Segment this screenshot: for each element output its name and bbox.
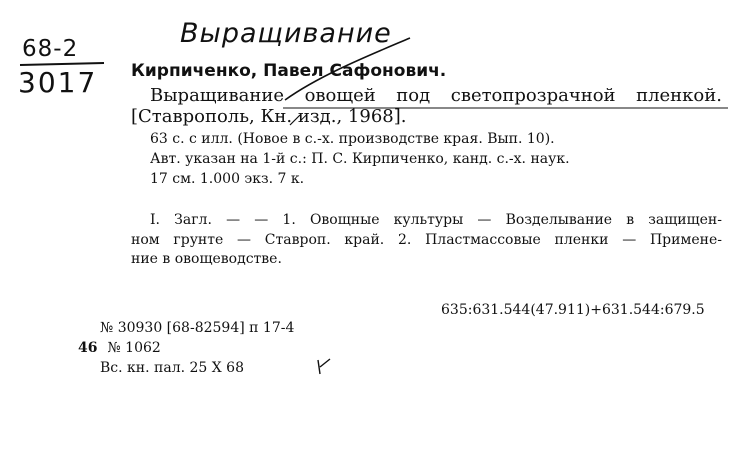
title-word: светопрозрачной <box>450 85 616 106</box>
imprint-line: [Ставрополь, Кн. изд., 1968]. <box>131 106 407 127</box>
author-note-line: Авт. указан на 1-й с.: П. С. Кирпиченко, канд. с.-х. наук. <box>150 151 570 167</box>
tracings-text: ном грунте — Ставроп. край. 2. Пластмассовые пленки — Примене- <box>131 232 722 248</box>
handwritten-number-bottom: 3017 <box>18 66 98 99</box>
title-word: овощей <box>304 85 376 106</box>
collation-line: 63 с. с илл. (Новое в с.-х. производстве края. Вып. 10). <box>150 131 555 147</box>
number-divider-stroke <box>20 63 104 65</box>
footer-line-3: Вс. кн. пал. 25 X 68 <box>100 360 244 376</box>
title-word: пленкой. <box>636 85 722 106</box>
classification-index: 635:631.544(47.911)+631.544:679.5 <box>441 302 705 318</box>
footer-line-2 <box>78 341 161 355</box>
footer-number: 46 <box>78 340 98 356</box>
title-word: под <box>396 85 431 106</box>
handwritten-number-top: 68-2 <box>22 36 79 62</box>
tracings-line-3: ние в овощеводстве. <box>131 251 282 267</box>
footer-mark <box>318 359 330 374</box>
author-heading: Кирпиченко, Павел Сафонович. <box>131 61 447 81</box>
tracings-line-1 <box>150 213 722 227</box>
size-price-line: 17 см. 1.000 экз. 7 к. <box>150 171 305 187</box>
footer-registry: № 1062 <box>107 340 161 356</box>
tracings-text: I. Загл. — — 1. Овощные культуры — Возделывание в защищен- <box>150 212 722 228</box>
title-line-1 <box>150 87 722 105</box>
footer-line-1: № 30930 [68-82594] п 17-4 <box>100 320 295 336</box>
handwritten-title: Выращивание <box>180 18 392 49</box>
title-word: Выращивание <box>150 85 285 106</box>
tracings-line-2 <box>131 233 722 247</box>
